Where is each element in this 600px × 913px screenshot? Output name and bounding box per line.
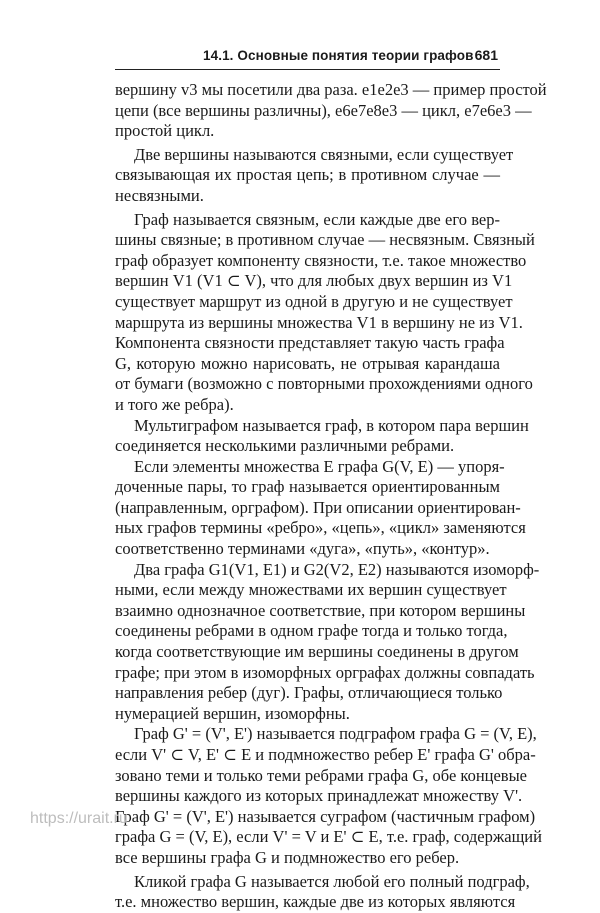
text-line: графе; при этом в изоморфных орграфах должны совпадать	[115, 662, 535, 682]
paragraph	[115, 415, 529, 457]
paragraph	[115, 806, 542, 869]
text-line: Кликой графа G называется любой его полный подграф,	[134, 871, 530, 891]
text-line: Два графа G1(V1, E1) и G2(V2, E2) называются изоморф-	[134, 559, 540, 579]
text-line: маршрута из вершины множества V1 в вершину не из V1.	[115, 312, 523, 332]
text-line: Если элементы множества E графа G(V, E) — упоря-	[134, 456, 505, 476]
watermark: https://urait.ru	[30, 810, 128, 827]
text-line: несвязными.	[115, 185, 204, 205]
text-line: графа G = (V, E), если V' = V и E' ⊂ E, т.е. граф, содержащий	[115, 827, 542, 847]
text-line: направления ребер (дуг). Графы, отличающиеся только	[115, 683, 503, 703]
text-line: шины связные; в противном случае — несвязным. Связный	[115, 230, 535, 250]
text-line: доченные пары, то граф называется ориентированным	[115, 477, 500, 497]
text-line: если V' ⊂ V, E' ⊂ E и подмножество ребер E' графа G' обра-	[115, 745, 536, 764]
text-line: от бумаги (возможно с повторными прохождениями одного	[115, 374, 533, 394]
running-header	[115, 40, 500, 70]
text-line: вершину v3 мы посетили два раза. e1e2e3 — пример простой	[115, 80, 547, 99]
text-line: вершины каждого из которых принадлежат множеству V'.	[115, 786, 523, 806]
text-line: Граф G' = (V', E') называется суграфом (частичным графом)	[115, 806, 536, 826]
text-line: т.е. множество вершин, каждые две из которых являются	[115, 892, 516, 912]
text-line: граф образует компоненту связности, т.е. такое множество	[115, 250, 527, 270]
text-line: (направленным, орграфом). При описании ориентирован-	[115, 497, 521, 517]
text-line: ными, если между множествами их вершин существует	[115, 580, 507, 600]
paragraph	[115, 209, 535, 416]
text-line: соединяется несколькими различными ребрами.	[115, 436, 455, 456]
text-line: когда соответствующие им вершины соединены в другом	[115, 642, 519, 662]
text-line: Граф называется связным, если каждые две его вер-	[134, 209, 500, 229]
text-line: Компонента связности представляет такую часть графа	[115, 333, 505, 353]
paragraph	[115, 144, 514, 207]
text-line: ных графов термины «ребро», «цепь», «цикл» заменяются	[115, 518, 526, 538]
header-rule	[115, 69, 500, 71]
text-line: цепи (все вершины различны), e6e7e8e3 — цикл, e7e6e3 —	[115, 100, 532, 120]
text-line: все вершины графа G и подмножество его ребер.	[115, 847, 460, 867]
text-line: Граф G' = (V', E') называется подграфом графа G = (V, E),	[134, 724, 537, 744]
paragraph	[115, 80, 547, 142]
paragraph	[115, 559, 540, 725]
running-title: 14.1. Основные понятия теории графов	[203, 48, 474, 63]
text-line: взаимно однозначное соответствие, при котором вершины	[115, 600, 526, 620]
text-line: вершин V1 (V1 ⊂ V), что для любых двух вершин из V1	[115, 271, 513, 291]
paragraph	[115, 456, 526, 560]
text-line: соединены ребрами в одном графе тогда и только тогда,	[115, 621, 508, 641]
text-line: нумерацией вершин, изоморфны.	[115, 703, 350, 723]
text-line: соответственно терминами «дуга», «путь», «контур».	[115, 539, 490, 559]
page-number: 681	[474, 47, 498, 63]
text-line: простой цикл.	[115, 121, 215, 141]
text-line: связывающая их простая цепь; в противном случае —	[115, 165, 500, 185]
paragraph	[115, 871, 530, 913]
text-line: и того же ребра).	[115, 394, 234, 414]
text-line: зовано теми и только теми ребрами графа G, обе концевые	[115, 765, 528, 785]
text-line: существует маршрут из одной в другую и не существует	[115, 291, 513, 311]
text-line: G, которую можно нарисовать, не отрывая карандаша	[115, 353, 500, 373]
body-text	[115, 80, 547, 913]
text-line: Две вершины называются связными, если существует	[134, 144, 514, 164]
paragraph	[115, 724, 537, 806]
text-line: Мультиграфом называется граф, в котором пара вершин	[134, 415, 529, 435]
